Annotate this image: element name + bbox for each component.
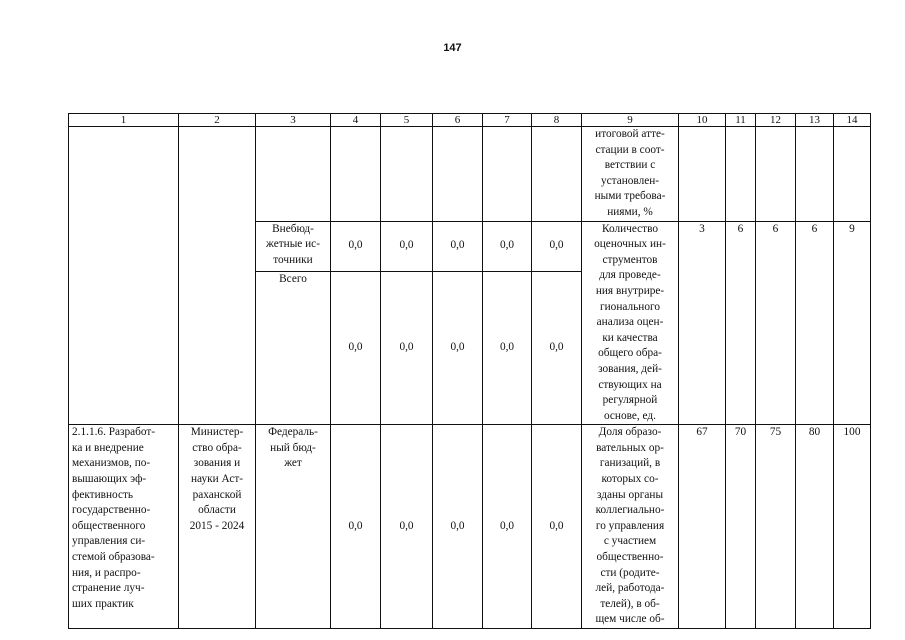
funding-value: 0,0 (381, 221, 433, 271)
funding-value: 0,0 (483, 425, 532, 629)
funding-value: 0,0 (532, 425, 582, 629)
header-cell: 5 (381, 114, 433, 127)
header-cell: 10 (679, 114, 726, 127)
value-cell-empty (381, 127, 433, 222)
indicator-value: 67 (679, 425, 726, 629)
funding-value: 0,0 (331, 221, 381, 271)
table-row (69, 127, 871, 222)
indicator-value-empty (726, 127, 756, 222)
indicator-value: 3 (679, 221, 726, 425)
program-table (68, 113, 871, 629)
funding-value: 0,0 (331, 425, 381, 629)
value-cell-empty (532, 127, 582, 222)
value-cell-empty (433, 127, 483, 222)
header-cell: 4 (331, 114, 381, 127)
indicator-value: 80 (796, 425, 834, 629)
executor-cell-empty (179, 127, 256, 425)
indicator-value-empty (756, 127, 796, 222)
value-cell-empty (483, 127, 532, 222)
funding-value: 0,0 (483, 271, 532, 425)
header-cell: 13 (796, 114, 834, 127)
indicator-value: 6 (726, 221, 756, 425)
page-number: 147 (443, 42, 462, 54)
funding-value: 0,0 (532, 271, 582, 425)
funding-source: Всего (256, 271, 331, 425)
header-cell: 2 (179, 114, 256, 127)
measure-cell-empty (69, 127, 179, 425)
funding-value: 0,0 (381, 425, 433, 629)
header-cell: 7 (483, 114, 532, 127)
funding-value: 0,0 (532, 221, 582, 271)
header-cell: 11 (726, 114, 756, 127)
header-cell: 1 (69, 114, 179, 127)
indicator-cell: Количество оценочных ин- струментов для проведе- ния внутрире- гионального анализа оцен- ки качества общего обра- зования, дей- ствующих на регулярной основе, ед. (582, 221, 679, 425)
funding-source: Федераль- ный бюд- жет (256, 425, 331, 629)
header-cell: 9 (582, 114, 679, 127)
value-cell-empty (331, 127, 381, 222)
header-cell: 6 (433, 114, 483, 127)
table-row (69, 425, 871, 629)
source-cell-empty (256, 127, 331, 222)
indicator-value: 9 (834, 221, 871, 425)
indicator-value-empty (834, 127, 871, 222)
indicator-cell: итоговой атте- стации в соот- ветствии с установлен- ными требова- ниями, % (582, 127, 679, 222)
funding-value: 0,0 (433, 271, 483, 425)
header-cell: 3 (256, 114, 331, 127)
indicator-value: 75 (756, 425, 796, 629)
funding-source: Внебюд- жетные ис- точники (256, 221, 331, 271)
indicator-value-empty (679, 127, 726, 222)
header-cell: 12 (756, 114, 796, 127)
indicator-value: 100 (834, 425, 871, 629)
funding-value: 0,0 (381, 271, 433, 425)
header-cell: 14 (834, 114, 871, 127)
indicator-cell: Доля образо- вательных ор- ганизаций, в которых со- зданы органы коллегиально- го управления с участием общественно- сти (родите- лей, работода- телей), в об- щем числе об- (582, 425, 679, 629)
indicator-value: 6 (796, 221, 834, 425)
measure-cell: 2.1.1.6. Разработ- ка и внедрение механизмов, по- вышающих эф- фективность государственно- общественного управления си- стемой образова- ния, и распро- странение луч- ших практик (69, 425, 179, 629)
header-cell: 8 (532, 114, 582, 127)
funding-value: 0,0 (331, 271, 381, 425)
funding-value: 0,0 (433, 221, 483, 271)
executor-cell: Министер- ство обра- зования и науки Аст- раханской области 2015 - 2024 (179, 425, 256, 629)
header-row (69, 114, 871, 127)
indicator-value: 70 (726, 425, 756, 629)
indicator-value: 6 (756, 221, 796, 425)
funding-value: 0,0 (483, 221, 532, 271)
indicator-value-empty (796, 127, 834, 222)
funding-value: 0,0 (433, 425, 483, 629)
